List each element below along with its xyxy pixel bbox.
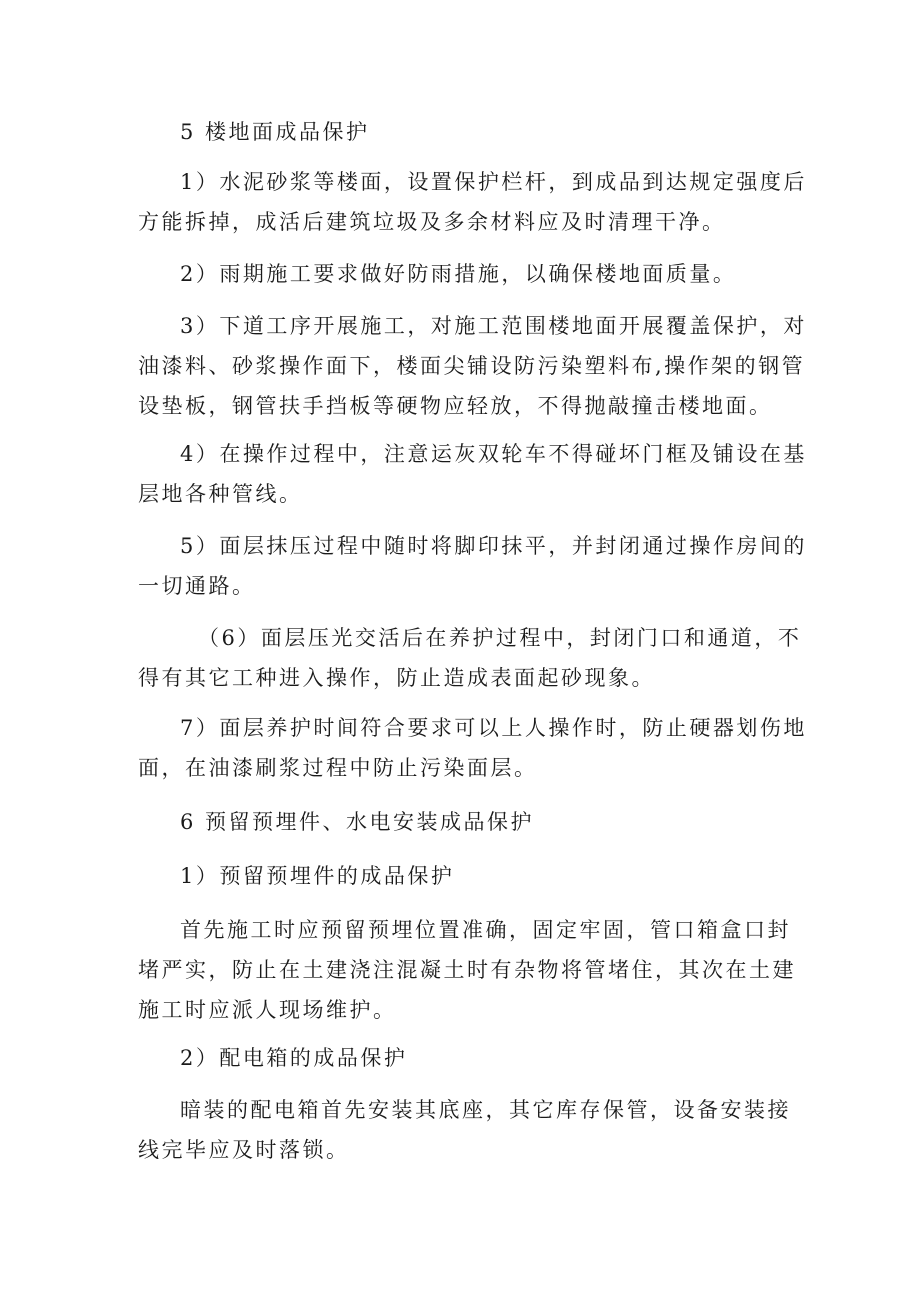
subheading-6-1: 1）预留预埋件的成品保护 xyxy=(180,864,455,888)
paragraph-5-4: 4）在操作过程中，注意运灰双轮车不得碰坏门框及铺设在基 层地各种管线。 xyxy=(138,442,807,506)
paragraph-5-7: 7）面层养护时间符合要求可以上人操作时，防止硬器划伤地 面，在油漆刷浆过程中防止污染面层。 xyxy=(138,716,807,780)
paragraph-6-1: 首先施工时应预留预埋位置准确，固定牢固，管口箱盒口封 堵严实，防止在土建浇注混凝土时有杂物将管堵住，其次在土建 施工时应派人现场维护。 xyxy=(138,918,796,1022)
paragraph-5-5: 5）面层抹压过程中随时将脚印抹平，并封闭通过操作房间的 一切通路。 xyxy=(138,534,807,598)
paragraph-5-3: 3）下道工序开展施工，对施工范围楼地面开展覆盖保护，对 油漆料、砂浆操作面下，楼面尖铺设防污染塑料布,操作架的钢管 设垫板，钢管扶手挡板等硬物应轻放，不得抛敲撞击楼地面。 xyxy=(138,314,807,418)
paragraph-5-6: （6）面层压光交活后在养护过程中，封闭门口和通道，不 得有其它工种进入操作，防止造成表面起砂现象。 xyxy=(138,626,802,690)
paragraph-6-2: 暗装的配电箱首先安装其底座，其它库存保管，设备安装接 线完毕应及时落锁。 xyxy=(138,1098,791,1162)
paragraph-5-2: 2）雨期施工要求做好防雨措施，以确保楼地面质量。 xyxy=(180,262,737,286)
subheading-6-2: 2）配电箱的成品保护 xyxy=(180,1046,408,1070)
section-heading-6: 6 预留预埋件、水电安装成品保护 xyxy=(180,810,535,834)
section-heading-5: 5 楼地面成品保护 xyxy=(180,120,370,144)
paragraph-5-1: 1）水泥砂浆等楼面，设置保护栏杆，到成品到达规定强度后 方能拆掉，成活后建筑垃圾及多余材料应及时清理干净。 xyxy=(138,170,807,234)
